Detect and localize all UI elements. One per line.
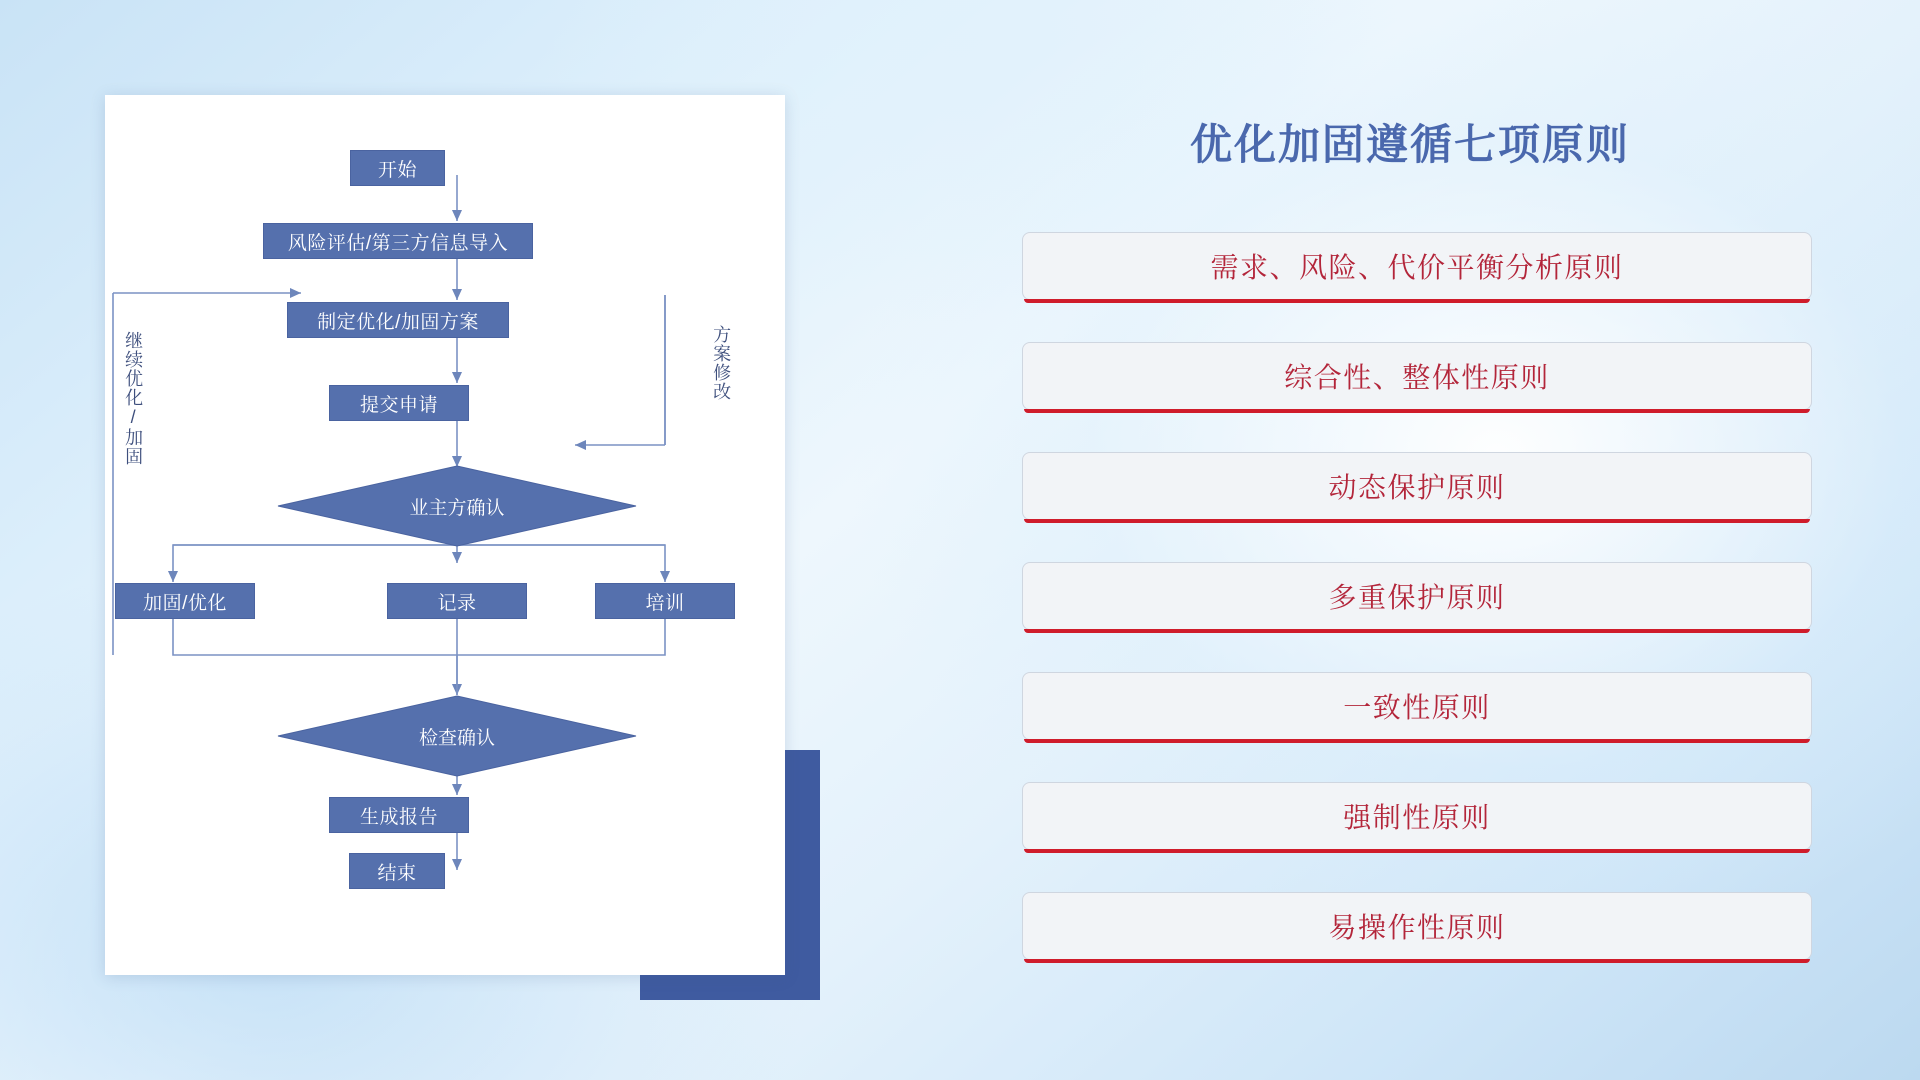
principle-item[interactable]	[1022, 672, 1812, 740]
flow-node-reinforce-label: 加固/优化	[143, 592, 227, 614]
flow-node-plan-label: 制定优化/加固方案	[317, 311, 479, 333]
principle-item-label: 一致性原则	[1343, 692, 1491, 723]
flow-node-submit-label: 提交申请	[359, 394, 438, 416]
principle-item[interactable]	[1022, 342, 1812, 410]
flow-node-end[interactable]	[349, 853, 445, 889]
flow-edge-label-plan-revision: 方案修改	[711, 325, 732, 401]
flow-node-report-label: 生成报告	[359, 806, 438, 828]
flow-node-train-label: 培训	[645, 592, 685, 614]
principle-item-label: 动态保护原则	[1328, 472, 1506, 503]
principle-item-label: 需求、风险、代价平衡分析原则	[1210, 252, 1624, 283]
flow-node-risk-assessment-label: 风险评估/第三方信息导入	[287, 232, 509, 254]
flow-node-record[interactable]	[387, 583, 527, 619]
principle-item-label: 多重保护原则	[1328, 582, 1506, 613]
flow-node-record-label: 记录	[437, 592, 477, 614]
flow-node-risk-assessment[interactable]	[263, 223, 533, 259]
flow-node-start[interactable]	[350, 150, 445, 186]
flow-node-end-label: 结束	[377, 862, 417, 884]
principles-title: 优化加固遵循七项原则	[1189, 121, 1630, 168]
flow-node-check-confirm[interactable]	[277, 695, 637, 777]
principle-item-label: 强制性原则	[1343, 802, 1491, 833]
principles-list	[1022, 232, 1812, 960]
flow-node-train[interactable]	[595, 583, 735, 619]
flow-node-owner-confirm-label: 业主方确认	[409, 497, 505, 519]
flowchart-card	[105, 95, 785, 975]
flow-node-plan[interactable]	[287, 302, 509, 338]
flow-node-owner-confirm[interactable]	[277, 465, 637, 547]
principle-item[interactable]	[1022, 782, 1812, 850]
flow-node-start-label: 开始	[377, 159, 417, 181]
principle-item[interactable]	[1022, 562, 1812, 630]
principle-item-label: 综合性、整体性原则	[1284, 362, 1550, 393]
principle-item[interactable]	[1022, 452, 1812, 520]
flow-node-report[interactable]	[329, 797, 469, 833]
flow-edge-label-continue-optimize: 继续优化/加固	[123, 331, 144, 466]
flow-node-submit[interactable]	[329, 385, 469, 421]
principle-item-label: 易操作性原则	[1328, 912, 1506, 943]
principle-item[interactable]	[1022, 232, 1812, 300]
flow-node-check-confirm-label: 检查确认	[418, 727, 495, 749]
flow-node-reinforce[interactable]	[115, 583, 255, 619]
principle-item[interactable]	[1022, 892, 1812, 960]
